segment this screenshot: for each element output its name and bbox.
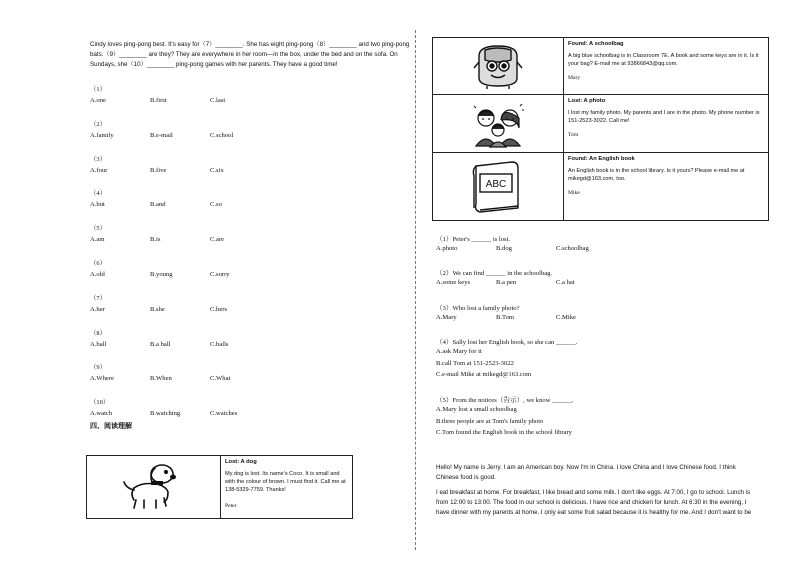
passage-line: from 12:00 to 13:00. The food in our school is delicious. I have rice and chicken for lunch. At 6:30 in the evening, I [436, 499, 747, 506]
option-a[interactable]: A.her [90, 305, 105, 313]
option[interactable]: C.Mike [556, 314, 576, 321]
option[interactable]: A.some keys [436, 279, 471, 286]
option-c[interactable]: C.six [210, 166, 224, 174]
abc-book-icon [433, 153, 564, 220]
option[interactable]: C.e-mail Mike at mikegd@163.com [436, 371, 532, 378]
notice-body: I lost my family photo. My parents and I are in the photo. My phone number is 151-2523-3022. Call me! [568, 110, 760, 124]
option-a[interactable]: A.but [90, 201, 105, 209]
question-number: （5） [90, 225, 106, 233]
option-b[interactable]: B.is [150, 236, 161, 244]
option-c[interactable]: C.are [210, 236, 225, 244]
option-b[interactable]: B.young [150, 271, 173, 278]
passage-line: have dinner with my parents at home. I only eat some fruit salad because it is healthy for me. And I don't want to be [436, 509, 752, 516]
option-c[interactable]: C.last [210, 97, 226, 104]
option-b[interactable]: B.she [150, 305, 165, 313]
option-c[interactable]: C.balls [210, 340, 229, 348]
notice-row [433, 38, 768, 95]
question-number: （10） [90, 399, 110, 407]
passage-line: Cindy loves ping-pong best. It's easy for（7）________. She has eight ping-pong（8）________ and two ping-pong [90, 41, 410, 48]
option-c[interactable]: C.What [210, 375, 231, 383]
notice-title: Lost: A dog [225, 459, 257, 465]
notice-title: Found: A schoolbag [568, 41, 624, 47]
option[interactable]: C.Tom found the English book in the school library [436, 429, 572, 436]
reading-passage [436, 463, 776, 518]
option[interactable]: B.a pen [496, 279, 517, 286]
option-a[interactable]: A.one [90, 97, 106, 104]
notice-signer: Peter [225, 503, 237, 509]
notice-table [432, 37, 769, 221]
option-b[interactable]: B.a ball [150, 340, 171, 348]
question-stem: （3）Who lost a family photo? [436, 305, 520, 312]
option-c[interactable]: C.watches [210, 410, 238, 418]
question-number: （8） [90, 329, 106, 337]
question-number: （1） [90, 86, 106, 93]
cloze-passage [90, 40, 410, 70]
option[interactable]: B.Tom [496, 314, 515, 321]
notice-signer: Mary [568, 75, 581, 81]
option-a[interactable]: A.watch [90, 410, 113, 418]
question-number: （3） [90, 155, 106, 163]
passage-line: Hello! My name is Jerry. I am an American boy. Now I'm in China. I love China and I love Chinese food. I think [436, 464, 736, 471]
option-b[interactable]: B.watching [150, 410, 181, 418]
question-number: （9） [90, 364, 106, 372]
option-c[interactable]: C.sorry [210, 271, 230, 278]
question-number: （2） [90, 120, 106, 128]
notice-body: An English book is in the school library. Is it yours? Please e-mail me at mikegd@163.com, too. [568, 168, 745, 182]
question-stem: （1）Peter's ______ is lost. [436, 236, 511, 243]
notice-title: Lost: A photo [568, 98, 606, 104]
option-c[interactable]: C.hers [210, 305, 228, 313]
option[interactable]: B.dog [496, 245, 512, 252]
option[interactable]: A.Mary lost a small schoolbag [436, 406, 517, 413]
column-divider [415, 30, 416, 550]
option-a[interactable]: A.family [90, 131, 114, 139]
option-a[interactable]: A.Where [90, 375, 114, 383]
option-b[interactable]: B.e-mail [150, 131, 173, 139]
question-stem: （5）From the notices（告示）, we know ______. [436, 397, 574, 404]
option[interactable]: A.photo [436, 245, 458, 252]
passage-line: Sundays, she（10）________ ping-pong games with her parents. They have a good time! [90, 61, 338, 68]
question-number: （4） [90, 190, 106, 198]
option-b[interactable]: B.and [150, 201, 166, 209]
passage-line: Chinese food is good. [436, 474, 496, 481]
lost-dog-notice [86, 455, 353, 519]
option-a[interactable]: A.ball [90, 340, 107, 348]
option[interactable]: B.call Tom at 151-2523-3022 [436, 359, 514, 367]
option-b[interactable]: B.When [150, 375, 172, 383]
option-a[interactable]: A.four [90, 166, 108, 174]
passage-line: I eat breakfast at home. For breakfast, I like bread and some milk. I don't like eggs. At 7:00, I go to school. Lunch is [436, 489, 751, 496]
notice-signer: Tom [568, 132, 579, 138]
notice-signer: Mike [568, 190, 580, 196]
option-c[interactable]: C.school [210, 131, 234, 139]
option[interactable]: C.schoolbag [556, 245, 589, 252]
book-text: ABC [485, 178, 507, 190]
family-photo-icon [433, 95, 564, 152]
section-heading: 四、阅读理解 [90, 422, 132, 430]
passage-line: bats.（9）________ are they? They are everywhere in her room—in the box, under the bed and on the sofa. On [90, 51, 398, 58]
notice-title: Found: An English book [568, 156, 635, 162]
option[interactable]: A.Mary [436, 314, 457, 321]
question-number: （6） [90, 260, 106, 267]
schoolbag-icon [433, 38, 564, 94]
dog-icon [87, 456, 221, 518]
option-a[interactable]: A.old [90, 271, 105, 278]
question-stem: （2）We can find ______ in the schoolbag. [436, 270, 553, 277]
option[interactable]: C.a hat [556, 279, 575, 286]
notice-body: A big blue schoolbag is in Classroom 7E. A book and some keys are in it. Is it your bag? E-mail me at 93866843@qq.com. [568, 53, 759, 67]
option-a[interactable]: A.am [90, 236, 105, 244]
option-b[interactable]: B.first [150, 97, 167, 104]
option-c[interactable]: C.so [210, 201, 222, 209]
notice-body: My dog is lost. Its name's Coco. It is small and with the colour of brown. I must find it. Call me at 138-5329-7759. Thanks! [225, 471, 346, 493]
question-stem: （4）Sally lost her English book, so she can ______. [436, 339, 578, 346]
option[interactable]: B.three people are at Tom's family photo [436, 417, 544, 425]
notice-row [433, 95, 768, 153]
question-number: （7） [90, 294, 106, 302]
option[interactable]: A.ask Mary for it [436, 348, 482, 355]
notice-row [433, 153, 768, 220]
option-b[interactable]: B.five [150, 166, 167, 174]
